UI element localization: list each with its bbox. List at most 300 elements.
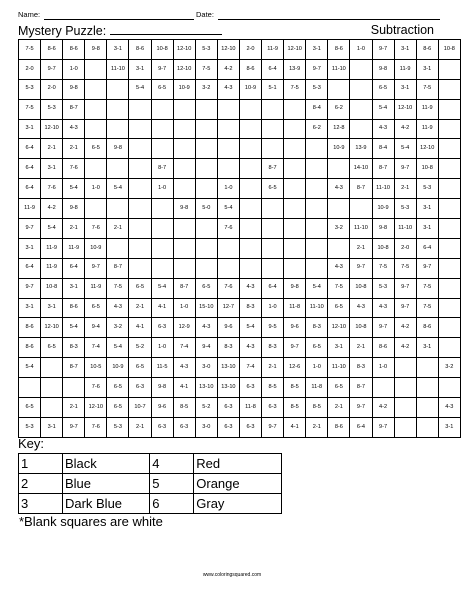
- grid-cell: 3-1: [41, 298, 63, 318]
- grid-cell: [151, 119, 173, 139]
- grid-cell: 6-3: [151, 417, 173, 437]
- grid-cell: 4-3: [328, 258, 350, 278]
- grid-cell: [438, 59, 460, 79]
- grid-cell: [151, 258, 173, 278]
- grid-cell: 6-5: [129, 358, 151, 378]
- grid-cell: 9-7: [372, 318, 394, 338]
- page-title: [18, 23, 222, 38]
- grid-cell: 9-6: [217, 318, 239, 338]
- grid-cell: [217, 99, 239, 119]
- grid-cell: 6-4: [19, 258, 41, 278]
- grid-cell: 8-3: [306, 318, 328, 338]
- key-color-name: Black: [62, 454, 149, 474]
- grid-cell: 11-9: [394, 59, 416, 79]
- grid-cell: 9-8: [63, 79, 85, 99]
- grid-cell: 8-7: [63, 99, 85, 119]
- grid-cell: 9-7: [284, 338, 306, 358]
- grid-cell: 5-4: [239, 318, 261, 338]
- grid-row: [19, 40, 461, 60]
- grid-cell: [416, 358, 438, 378]
- grid-cell: 1-0: [85, 179, 107, 199]
- grid-cell: 6-4: [262, 59, 284, 79]
- grid-cell: 10-9: [239, 79, 261, 99]
- grid-cell: [85, 99, 107, 119]
- grid-cell: 4-1: [284, 417, 306, 437]
- grid-cell: 11-10: [372, 179, 394, 199]
- grid-cell: 7-5: [195, 59, 217, 79]
- grid-cell: 9-7: [416, 258, 438, 278]
- grid-cell: 6-3: [217, 398, 239, 418]
- grid-cell: 12-10: [217, 40, 239, 60]
- grid-cell: 7-5: [284, 79, 306, 99]
- grid-cell: [394, 398, 416, 418]
- grid-cell: 6-5: [262, 179, 284, 199]
- grid-cell: [151, 139, 173, 159]
- key-number: 3: [19, 494, 63, 514]
- grid-cell: 8-7: [350, 378, 372, 398]
- grid-cell: [151, 219, 173, 239]
- grid-cell: 8-3: [63, 338, 85, 358]
- grid-cell: 5-3: [372, 278, 394, 298]
- grid-cell: [394, 417, 416, 437]
- grid-cell: 2-1: [350, 338, 372, 358]
- grid-cell: 2-0: [19, 59, 41, 79]
- grid-cell: 4-2: [394, 338, 416, 358]
- name-line: [44, 19, 194, 20]
- grid-cell: 3-1: [41, 159, 63, 179]
- grid-cell: 9-7: [151, 59, 173, 79]
- grid-cell: [85, 79, 107, 99]
- grid-cell: 6-5: [41, 338, 63, 358]
- grid-cell: 3-1: [328, 338, 350, 358]
- grid-cell: [328, 238, 350, 258]
- grid-cell: 7-5: [416, 79, 438, 99]
- grid-cell: 5-3: [394, 199, 416, 219]
- grid-cell: [217, 258, 239, 278]
- grid-cell: 3-1: [107, 40, 129, 60]
- grid-cell: 4-1: [151, 298, 173, 318]
- grid-cell: 8-6: [328, 40, 350, 60]
- grid-cell: 8-6: [239, 59, 261, 79]
- key-heading: Key:: [18, 436, 45, 451]
- grid-cell: 4-2: [41, 199, 63, 219]
- grid-cell: [239, 159, 261, 179]
- grid-cell: 9-7: [63, 417, 85, 437]
- grid-cell: 5-0: [195, 199, 217, 219]
- grid-cell: 12-10: [416, 139, 438, 159]
- grid-cell: 4-2: [372, 398, 394, 418]
- grid-cell: [416, 398, 438, 418]
- grid-cell: [262, 199, 284, 219]
- grid-cell: 8-7: [173, 278, 195, 298]
- grid-cell: [284, 119, 306, 139]
- grid-cell: 6-3: [173, 417, 195, 437]
- grid-cell: 2-1: [63, 139, 85, 159]
- grid-cell: [438, 159, 460, 179]
- key-number: 6: [150, 494, 194, 514]
- grid-cell: [19, 378, 41, 398]
- grid-cell: 5-4: [217, 199, 239, 219]
- title-text: Mystery Puzzle:: [18, 24, 107, 38]
- grid-cell: 6-5: [306, 338, 328, 358]
- grid-cell: 6-5: [372, 79, 394, 99]
- grid-cell: 6-3: [239, 378, 261, 398]
- grid-row: [19, 219, 461, 239]
- grid-cell: 7-6: [63, 159, 85, 179]
- grid-cell: [239, 119, 261, 139]
- grid-cell: [195, 99, 217, 119]
- grid-cell: 5-4: [306, 278, 328, 298]
- grid-cell: 9-7: [19, 219, 41, 239]
- grid-cell: 15-10: [195, 298, 217, 318]
- grid-cell: [129, 258, 151, 278]
- grid-cell: [195, 119, 217, 139]
- grid-row: [19, 417, 461, 437]
- grid-cell: 9-8: [173, 199, 195, 219]
- grid-cell: 5-4: [63, 318, 85, 338]
- grid-cell: 9-7: [394, 159, 416, 179]
- grid-cell: 7-6: [217, 278, 239, 298]
- grid-cell: 3-1: [306, 40, 328, 60]
- grid-cell: 12-6: [284, 358, 306, 378]
- grid-cell: [350, 199, 372, 219]
- grid-row: [19, 139, 461, 159]
- grid-cell: 6-4: [350, 417, 372, 437]
- grid-cell: [350, 79, 372, 99]
- grid-cell: 10-8: [416, 159, 438, 179]
- grid-cell: 6-4: [19, 179, 41, 199]
- grid-cell: [438, 139, 460, 159]
- grid-cell: 5-4: [107, 179, 129, 199]
- grid-cell: 13-10: [217, 358, 239, 378]
- title-answer-line: [110, 23, 222, 35]
- grid-cell: [394, 378, 416, 398]
- grid-cell: 6-2: [328, 99, 350, 119]
- grid-cell: 1-0: [151, 338, 173, 358]
- grid-cell: 8-6: [416, 318, 438, 338]
- grid-cell: 8-7: [151, 159, 173, 179]
- grid-cell: 5-4: [41, 219, 63, 239]
- grid-cell: 6-5: [85, 139, 107, 159]
- grid-cell: 8-4: [306, 99, 328, 119]
- grid-cell: 4-2: [394, 318, 416, 338]
- grid-cell: [129, 219, 151, 239]
- grid-cell: [195, 238, 217, 258]
- grid-cell: [438, 79, 460, 99]
- grid-cell: [239, 199, 261, 219]
- grid-cell: 9-5: [262, 318, 284, 338]
- key-number: 1: [19, 454, 63, 474]
- key-row: [19, 474, 282, 494]
- grid-cell: 9-8: [85, 40, 107, 60]
- grid-cell: [195, 258, 217, 278]
- grid-cell: 11-9: [41, 258, 63, 278]
- grid-cell: 6-5: [151, 79, 173, 99]
- grid-cell: 7-6: [85, 417, 107, 437]
- grid-cell: 10-9: [372, 199, 394, 219]
- grid-cell: [173, 99, 195, 119]
- grid-cell: 8-7: [63, 358, 85, 378]
- grid-cell: 7-5: [19, 40, 41, 60]
- grid-cell: 3-1: [63, 278, 85, 298]
- grid-cell: 8-5: [173, 398, 195, 418]
- grid-cell: 6-4: [19, 159, 41, 179]
- grid-cell: 6-5: [328, 298, 350, 318]
- grid-cell: [306, 179, 328, 199]
- grid-cell: 3-1: [394, 79, 416, 99]
- grid-cell: [306, 258, 328, 278]
- grid-cell: 14-10: [350, 159, 372, 179]
- grid-cell: 13-10: [195, 378, 217, 398]
- grid-cell: 5-3: [195, 40, 217, 60]
- grid-cell: 9-7: [85, 258, 107, 278]
- grid-cell: 8-5: [284, 398, 306, 418]
- grid-cell: [173, 238, 195, 258]
- grid-cell: [284, 199, 306, 219]
- grid-cell: 11-9: [416, 119, 438, 139]
- grid-cell: [306, 159, 328, 179]
- grid-cell: [284, 238, 306, 258]
- grid-cell: [217, 238, 239, 258]
- grid-cell: 3-1: [416, 199, 438, 219]
- grid-cell: [262, 99, 284, 119]
- grid-cell: 3-1: [19, 298, 41, 318]
- grid-cell: 12-10: [394, 99, 416, 119]
- grid-cell: 9-7: [350, 398, 372, 418]
- grid-cell: 11-10: [394, 219, 416, 239]
- grid-cell: 12-10: [284, 40, 306, 60]
- grid-cell: 1-0: [306, 358, 328, 378]
- grid-cell: [372, 378, 394, 398]
- grid-cell: 12-10: [41, 318, 63, 338]
- grid-cell: 4-2: [217, 59, 239, 79]
- grid-cell: 7-5: [372, 258, 394, 278]
- grid-cell: [438, 278, 460, 298]
- grid-cell: 6-4: [19, 139, 41, 159]
- grid-cell: 7-5: [394, 258, 416, 278]
- grid-cell: 4-3: [239, 338, 261, 358]
- grid-cell: 3-0: [195, 417, 217, 437]
- grid-cell: 3-1: [416, 219, 438, 239]
- grid-cell: 4-1: [129, 318, 151, 338]
- grid-cell: 1-0: [151, 179, 173, 199]
- grid-cell: 5-4: [394, 139, 416, 159]
- key-color-name: Blue: [62, 474, 149, 494]
- grid-cell: [107, 238, 129, 258]
- grid-cell: 5-4: [19, 358, 41, 378]
- grid-cell: [306, 238, 328, 258]
- grid-row: [19, 378, 461, 398]
- grid-cell: [129, 199, 151, 219]
- grid-cell: 11-10: [306, 298, 328, 318]
- grid-cell: 3-1: [41, 417, 63, 437]
- grid-cell: 1-0: [63, 59, 85, 79]
- grid-cell: 7-5: [328, 278, 350, 298]
- key-number: 5: [150, 474, 194, 494]
- grid-cell: [438, 238, 460, 258]
- grid-cell: 6-5: [107, 378, 129, 398]
- grid-cell: 8-3: [262, 338, 284, 358]
- grid-cell: 7-5: [416, 278, 438, 298]
- grid-cell: 10-8: [350, 318, 372, 338]
- grid-cell: 1-0: [372, 358, 394, 378]
- key-row: [19, 494, 282, 514]
- grid-cell: 6-5: [107, 398, 129, 418]
- page-subtitle: Subtraction: [370, 23, 434, 37]
- grid-cell: 11-9: [41, 238, 63, 258]
- grid-cell: 11-9: [416, 99, 438, 119]
- grid-cell: 6-5: [328, 378, 350, 398]
- grid-cell: 4-3: [195, 318, 217, 338]
- grid-cell: 6-3: [151, 318, 173, 338]
- grid-cell: 10-9: [85, 238, 107, 258]
- grid-cell: [239, 258, 261, 278]
- grid-cell: 10-7: [129, 398, 151, 418]
- grid-cell: [107, 79, 129, 99]
- name-label: Name:: [18, 10, 41, 19]
- grid-cell: [107, 199, 129, 219]
- grid-cell: 9-8: [107, 139, 129, 159]
- grid-cell: 10-9: [173, 79, 195, 99]
- grid-cell: [217, 159, 239, 179]
- grid-row: [19, 179, 461, 199]
- grid-cell: [306, 219, 328, 239]
- grid-cell: 10-8: [438, 40, 460, 60]
- grid-cell: [438, 219, 460, 239]
- grid-cell: [438, 338, 460, 358]
- grid-cell: 8-3: [217, 338, 239, 358]
- grid-cell: 3-1: [394, 40, 416, 60]
- grid-cell: 5-3: [416, 179, 438, 199]
- grid-cell: 9-8: [372, 219, 394, 239]
- grid-cell: 4-3: [217, 79, 239, 99]
- grid-cell: 6-3: [217, 417, 239, 437]
- grid-cell: 1-0: [350, 40, 372, 60]
- grid-cell: 4-3: [328, 179, 350, 199]
- key-color-name: Gray: [194, 494, 282, 514]
- grid-cell: 3-1: [19, 238, 41, 258]
- grid-cell: 7-4: [173, 338, 195, 358]
- grid-cell: 13-9: [284, 59, 306, 79]
- grid-cell: [262, 238, 284, 258]
- grid-cell: [85, 159, 107, 179]
- grid-cell: 8-7: [262, 159, 284, 179]
- grid-cell: 13-9: [350, 139, 372, 159]
- grid-cell: [173, 159, 195, 179]
- grid-cell: [438, 258, 460, 278]
- grid-cell: [217, 119, 239, 139]
- grid-cell: 3-2: [438, 358, 460, 378]
- grid-cell: 2-1: [41, 139, 63, 159]
- grid-cell: 4-3: [239, 278, 261, 298]
- grid-cell: 3-1: [416, 338, 438, 358]
- grid-cell: 11-10: [328, 358, 350, 378]
- grid-cell: 8-5: [262, 378, 284, 398]
- grid-cell: 2-0: [394, 238, 416, 258]
- grid-cell: [129, 99, 151, 119]
- grid-row: [19, 119, 461, 139]
- grid-cell: [284, 179, 306, 199]
- grid-cell: 7-4: [85, 338, 107, 358]
- grid-cell: 10-8: [350, 278, 372, 298]
- grid-cell: 2-1: [306, 417, 328, 437]
- grid-cell: 9-4: [195, 338, 217, 358]
- grid-cell: 5-3: [107, 417, 129, 437]
- grid-cell: 3-1: [129, 59, 151, 79]
- grid-cell: 8-6: [41, 40, 63, 60]
- grid-cell: 11-9: [63, 238, 85, 258]
- grid-cell: [306, 199, 328, 219]
- grid-cell: 4-3: [372, 119, 394, 139]
- grid-cell: 5-3: [19, 79, 41, 99]
- grid-cell: 8-5: [284, 378, 306, 398]
- grid-cell: [151, 238, 173, 258]
- grid-cell: [195, 179, 217, 199]
- grid-cell: 10-8: [41, 278, 63, 298]
- grid-cell: 2-1: [63, 219, 85, 239]
- grid-cell: 7-6: [85, 378, 107, 398]
- grid-cell: 1-0: [173, 298, 195, 318]
- grid-cell: 8-7: [107, 258, 129, 278]
- grid-cell: 3-1: [416, 59, 438, 79]
- grid-cell: [129, 119, 151, 139]
- grid-row: [19, 258, 461, 278]
- grid-cell: [438, 199, 460, 219]
- grid-cell: [85, 59, 107, 79]
- grid-cell: 5-2: [129, 338, 151, 358]
- grid-cell: 5-3: [41, 99, 63, 119]
- grid-row: [19, 298, 461, 318]
- grid-cell: 11-10: [107, 59, 129, 79]
- grid-cell: [129, 159, 151, 179]
- grid-cell: [129, 179, 151, 199]
- grid-cell: 3-0: [195, 358, 217, 378]
- grid-cell: 5-4: [372, 99, 394, 119]
- grid-cell: 11-9: [262, 40, 284, 60]
- grid-cell: [262, 139, 284, 159]
- grid-cell: 12-9: [173, 318, 195, 338]
- grid-cell: 4-3: [350, 298, 372, 318]
- grid-cell: 9-7: [394, 278, 416, 298]
- key-color-name: Red: [194, 454, 282, 474]
- grid-cell: 1-0: [217, 179, 239, 199]
- grid-cell: 11-9: [19, 199, 41, 219]
- grid-cell: 11-10: [350, 219, 372, 239]
- grid-cell: [284, 258, 306, 278]
- grid-cell: 7-6: [41, 179, 63, 199]
- grid-cell: 12-10: [173, 59, 195, 79]
- grid-cell: [416, 378, 438, 398]
- grid-cell: 5-4: [129, 79, 151, 99]
- grid-cell: 9-7: [372, 40, 394, 60]
- grid-cell: 5-2: [195, 398, 217, 418]
- grid-cell: 11-8: [306, 378, 328, 398]
- grid-cell: [438, 378, 460, 398]
- grid-cell: [195, 159, 217, 179]
- grid-cell: 6-5: [195, 278, 217, 298]
- grid-cell: 10-9: [328, 139, 350, 159]
- grid-cell: 6-5: [129, 278, 151, 298]
- grid-cell: 5-1: [262, 79, 284, 99]
- grid-cell: 9-6: [151, 398, 173, 418]
- grid-cell: [173, 179, 195, 199]
- grid-cell: [350, 59, 372, 79]
- grid-cell: 3-2: [195, 79, 217, 99]
- grid-cell: 6-4: [416, 238, 438, 258]
- grid-cell: 8-4: [372, 139, 394, 159]
- grid-cell: 12-7: [217, 298, 239, 318]
- grid-cell: 7-5: [416, 298, 438, 318]
